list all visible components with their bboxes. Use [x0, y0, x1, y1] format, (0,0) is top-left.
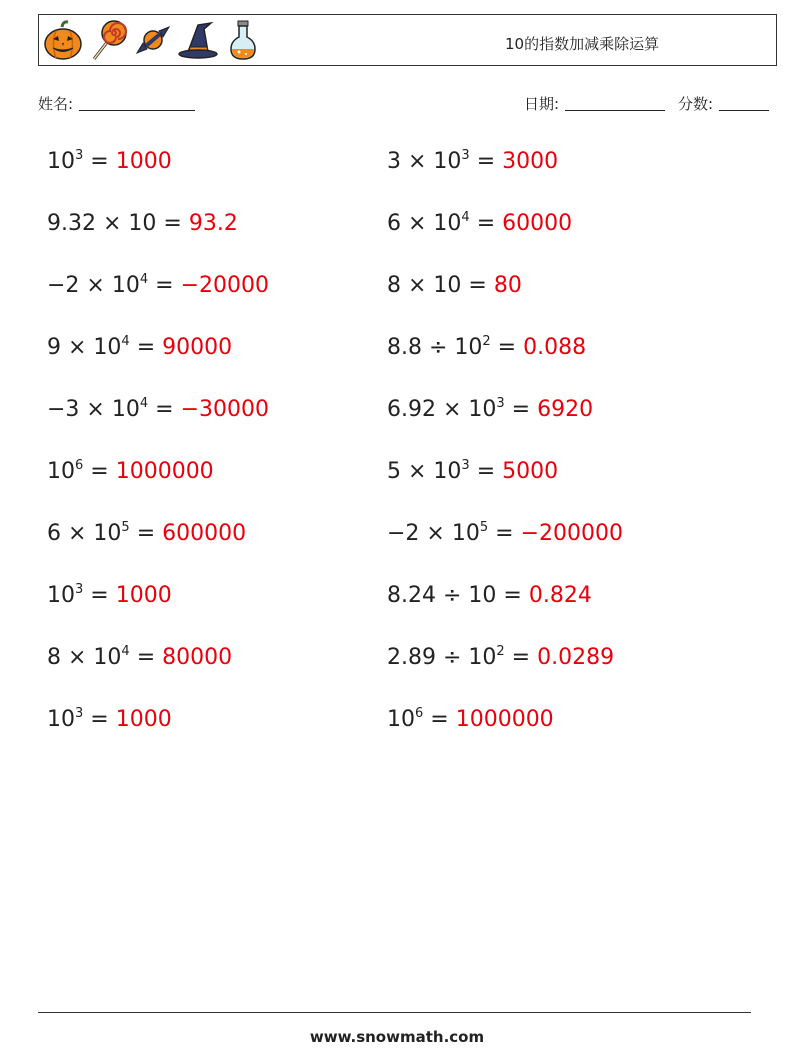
problem-question: 9 × 10: [47, 335, 122, 360]
problem-question: 2.89 ÷ 10: [387, 645, 497, 670]
lollipop-icon: [88, 19, 128, 61]
pumpkin-icon: [43, 19, 83, 61]
problem-item: [47, 706, 172, 734]
potion-icon: [223, 19, 263, 61]
problem-exponent: 3: [461, 458, 470, 473]
problem-equals: =: [83, 583, 116, 608]
problem-answer: 1000000: [455, 707, 554, 732]
name-blank[interactable]: [79, 95, 195, 111]
problem-item: [387, 210, 572, 238]
problem-answer: 0.088: [523, 335, 587, 360]
problem-equals: =: [83, 149, 116, 174]
problem-question: 6 × 10: [387, 211, 462, 236]
problem-item: [387, 582, 592, 610]
problem-item: [387, 272, 522, 300]
problem-answer: 5000: [502, 459, 559, 484]
problem-equals: =: [148, 273, 181, 298]
problem-equals: =: [83, 707, 116, 732]
problem-item: [47, 396, 269, 424]
problem-item: [47, 458, 214, 486]
problem-question: −3 × 10: [47, 397, 140, 422]
candy-icon: [133, 19, 173, 61]
problem-question: 10: [47, 459, 75, 484]
problem-equals: =: [148, 397, 181, 422]
problem-equals: =: [423, 707, 456, 732]
problem-answer: 600000: [162, 521, 247, 546]
problem-exponent: 5: [121, 520, 130, 535]
problem-item: [47, 210, 238, 238]
problem-answer: 3000: [502, 149, 559, 174]
problem-equals: =: [469, 149, 503, 174]
date-field: [524, 93, 665, 114]
problem-item: [387, 334, 586, 362]
problem-question: 10: [47, 583, 75, 608]
name-field: [38, 93, 195, 114]
problem-exponent: 3: [75, 582, 84, 597]
footer-divider: [38, 1012, 751, 1013]
date-blank[interactable]: [565, 95, 665, 111]
problem-answer: 0.824: [528, 583, 592, 608]
worksheet-header: [38, 14, 777, 66]
problem-exponent: 3: [75, 148, 84, 163]
problem-question: 6.92 × 10: [387, 397, 497, 422]
problem-exponent: 4: [461, 210, 470, 225]
problem-exponent: 4: [139, 272, 149, 287]
problem-exponent: 5: [479, 520, 489, 535]
problem-equals: =: [496, 583, 529, 608]
problem-answer: 1000000: [115, 459, 214, 484]
problem-item: [387, 520, 623, 548]
problem-answer: −30000: [180, 397, 269, 422]
problem-item: [387, 148, 558, 176]
problem-question: 8 × 10: [47, 645, 122, 670]
problem-answer: 90000: [162, 335, 233, 360]
problem-question: 10: [47, 707, 75, 732]
problem-question: 8.24 ÷ 10: [387, 583, 497, 608]
problem-item: [47, 520, 246, 548]
problem-answer: −20000: [180, 273, 269, 298]
problem-item: [47, 644, 232, 672]
problem-item: [387, 706, 554, 734]
problem-question: 8.8 ÷ 10: [387, 335, 483, 360]
problem-equals: =: [490, 335, 524, 360]
problem-answer: 80000: [162, 645, 233, 670]
problem-question: 10: [387, 707, 415, 732]
problem-equals: =: [504, 645, 538, 670]
problem-item: [387, 396, 593, 424]
problem-answer: 1000: [115, 583, 172, 608]
problem-equals: =: [129, 335, 163, 360]
problem-answer: 6920: [537, 397, 594, 422]
problem-answer: 93.2: [188, 211, 238, 236]
problem-question: 6 × 10: [47, 521, 122, 546]
problem-equals: =: [469, 459, 503, 484]
date-label: 日期:: [524, 95, 560, 113]
problem-exponent: 2: [482, 334, 491, 349]
problem-exponent: 4: [139, 396, 149, 411]
problem-item: [47, 334, 232, 362]
problem-exponent: 3: [75, 706, 84, 721]
problem-question: 8 × 10: [387, 273, 462, 298]
problem-question: 3 × 10: [387, 149, 462, 174]
problem-item: [47, 582, 172, 610]
problem-equals: =: [488, 521, 521, 546]
problem-question: −2 × 10: [387, 521, 480, 546]
icon-row: [43, 19, 263, 61]
problem-exponent: 4: [121, 334, 130, 349]
problem-question: 5 × 10: [387, 459, 462, 484]
problem-equals: =: [129, 645, 163, 670]
problem-answer: 60000: [502, 211, 573, 236]
name-label: 姓名:: [38, 95, 74, 113]
problem-answer: −200000: [520, 521, 623, 546]
worksheet-title: 10的指数加减乘除运算: [505, 35, 660, 53]
problem-exponent: 3: [461, 148, 470, 163]
problem-equals: =: [461, 273, 494, 298]
problem-equals: =: [129, 521, 163, 546]
problem-equals: =: [504, 397, 538, 422]
footer-website: www.snowmath.com: [309, 1028, 485, 1046]
witch-hat-icon: [178, 19, 218, 61]
problem-exponent: 4: [121, 644, 130, 659]
problem-equals: =: [156, 211, 189, 236]
score-label: 分数:: [678, 95, 714, 113]
problem-exponent: 6: [75, 458, 84, 473]
problem-question: 9.32 × 10: [47, 211, 157, 236]
problem-answer: 1000: [115, 149, 172, 174]
problem-equals: =: [469, 211, 503, 236]
problem-item: [387, 458, 558, 486]
problem-exponent: 2: [496, 644, 505, 659]
problem-exponent: 6: [415, 706, 424, 721]
problem-question: −2 × 10: [47, 273, 140, 298]
problem-answer: 80: [493, 273, 522, 298]
problem-item: [47, 272, 269, 300]
problem-item: [387, 644, 614, 672]
score-field: [678, 93, 769, 114]
problem-answer: 0.0289: [537, 645, 615, 670]
problem-answer: 1000: [115, 707, 172, 732]
problem-item: [47, 148, 172, 176]
problem-exponent: 3: [496, 396, 505, 411]
problem-question: 10: [47, 149, 75, 174]
problem-equals: =: [83, 459, 116, 484]
score-blank[interactable]: [719, 95, 769, 111]
